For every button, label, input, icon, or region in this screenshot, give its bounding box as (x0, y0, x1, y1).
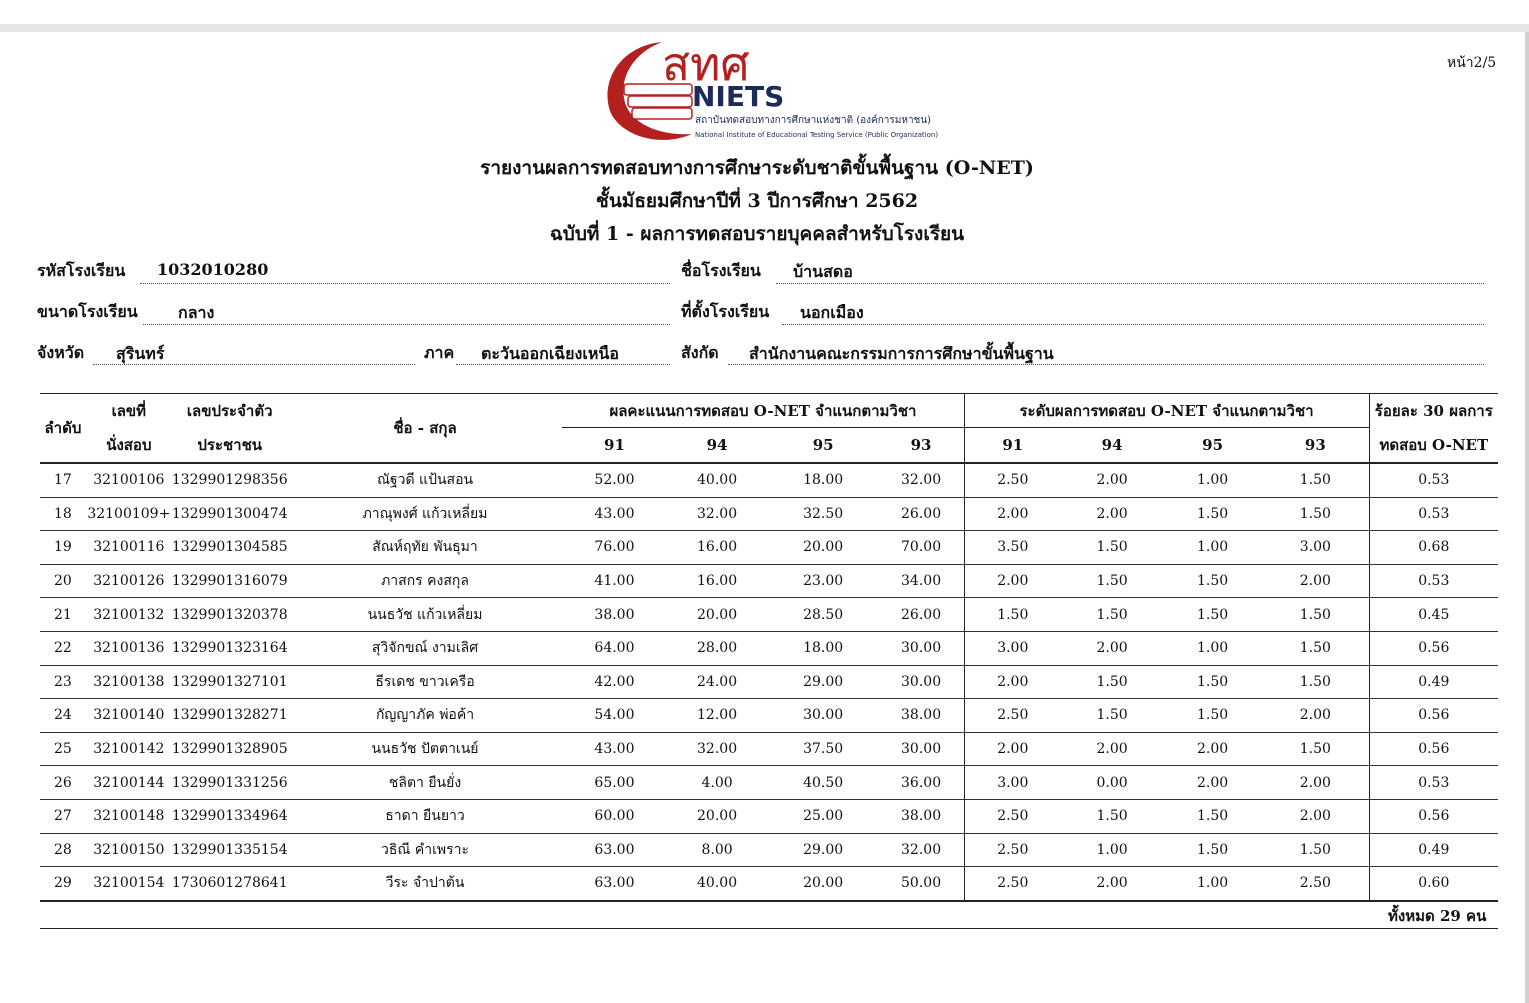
row-citizen-id: 1329901328905 (172, 732, 288, 766)
region-value: ตะวันออกเฉียงเหนือ (481, 344, 619, 363)
row-percent-30: 0.53 (1369, 497, 1498, 531)
row-score-91: 43.00 (562, 497, 666, 531)
school-size-value: กลาง (178, 303, 215, 322)
row-level-91: 2.50 (964, 833, 1061, 867)
table-row (40, 833, 1498, 867)
row-level-94: 1.50 (1061, 598, 1163, 632)
row-level-95: 1.50 (1163, 564, 1262, 598)
row-score-94: 16.00 (667, 531, 768, 565)
row-score-94: 20.00 (667, 799, 768, 833)
row-level-91: 2.00 (964, 665, 1061, 699)
row-score-91: 41.00 (562, 564, 666, 598)
level-subject-93: 93 (1262, 428, 1369, 464)
row-score-95: 29.00 (768, 833, 879, 867)
row-order: 20 (40, 564, 86, 598)
row-student-name: ภาสกร คงสกุล (288, 564, 563, 598)
score-subject-93: 93 (879, 428, 964, 464)
row-level-93: 3.00 (1262, 531, 1369, 565)
col-seat-header-1: เลขที่ (86, 394, 172, 428)
row-score-95: 18.00 (768, 631, 879, 665)
table-row (40, 598, 1498, 632)
row-order: 29 (40, 867, 86, 901)
row-citizen-id: 1329901335154 (172, 833, 288, 867)
logo-thai-full: สถาบันทดสอบทางการศึกษาแห่งชาติ (องค์การมหาชน) (695, 115, 932, 126)
row-score-95: 23.00 (768, 564, 879, 598)
table-row (40, 799, 1498, 833)
row-order: 25 (40, 732, 86, 766)
row-percent-30: 0.53 (1369, 766, 1498, 800)
row-seat-number: 32100126 (86, 564, 172, 598)
row-citizen-id: 1329901316079 (172, 564, 288, 598)
row-score-95: 28.50 (768, 598, 879, 632)
row-percent-30: 0.56 (1369, 799, 1498, 833)
row-student-name: ธีรเดช ขาวเครือ (288, 665, 563, 699)
row-student-name: นนธวัช ปัตตาเนย์ (288, 732, 563, 766)
level-subject-95: 95 (1163, 428, 1262, 464)
row-level-94: 0.00 (1061, 766, 1163, 800)
row-level-91: 1.50 (964, 598, 1061, 632)
row-level-95: 2.00 (1163, 732, 1262, 766)
school-location-label: ที่ตั้งโรงเรียน (681, 302, 770, 321)
row-score-91: 38.00 (562, 598, 666, 632)
row-level-95: 1.00 (1163, 463, 1262, 497)
table-row (40, 766, 1498, 800)
school-name-value: บ้านสดอ (793, 262, 853, 281)
row-seat-number: 32100106 (86, 463, 172, 497)
row-seat-number: 32100116 (86, 531, 172, 565)
table-end-line (40, 928, 1498, 929)
row-score-94: 24.00 (667, 665, 768, 699)
row-score-94: 20.00 (667, 598, 768, 632)
row-level-94: 2.00 (1061, 732, 1163, 766)
row-score-94: 32.00 (667, 497, 768, 531)
table-row (40, 732, 1498, 766)
row-order: 24 (40, 699, 86, 733)
row-level-91: 2.50 (964, 699, 1061, 733)
row-score-93: 26.00 (879, 497, 964, 531)
row-score-94: 8.00 (667, 833, 768, 867)
row-score-94: 16.00 (667, 564, 768, 598)
row-level-91: 2.00 (964, 497, 1061, 531)
school-size-label: ขนาดโรงเรียน (37, 302, 138, 321)
row-level-94: 2.00 (1061, 631, 1163, 665)
row-seat-number: 32100109+ (86, 497, 172, 531)
col-pct-header-1: ร้อยละ 30 ผลการ (1369, 394, 1498, 428)
row-score-95: 30.00 (768, 699, 879, 733)
row-score-95: 29.00 (768, 665, 879, 699)
row-level-94: 1.00 (1061, 833, 1163, 867)
row-level-93: 2.00 (1262, 699, 1369, 733)
province-label: จังหวัด (37, 343, 85, 362)
row-student-name: ธาดา ยืนยาว (288, 799, 563, 833)
row-level-91: 2.00 (964, 564, 1061, 598)
row-order: 17 (40, 463, 86, 497)
row-level-95: 1.00 (1163, 867, 1262, 901)
score-subject-95: 95 (768, 428, 879, 464)
row-score-93: 38.00 (879, 799, 964, 833)
row-student-name: ณัฐวดี แป้นสอน (288, 463, 563, 497)
row-seat-number: 32100138 (86, 665, 172, 699)
logo-abbr-text: NIETS (692, 80, 785, 113)
row-score-93: 34.00 (879, 564, 964, 598)
row-level-94: 2.00 (1061, 867, 1163, 901)
row-level-93: 2.50 (1262, 867, 1369, 901)
school-location-value: นอกเมือง (800, 303, 864, 322)
row-score-93: 32.00 (879, 463, 964, 497)
row-score-94: 12.00 (667, 699, 768, 733)
row-seat-number: 32100136 (86, 631, 172, 665)
row-score-91: 54.00 (562, 699, 666, 733)
row-level-94: 2.00 (1061, 497, 1163, 531)
scrollbar[interactable] (1525, 32, 1529, 1003)
row-level-95: 2.00 (1163, 766, 1262, 800)
row-score-91: 63.00 (562, 833, 666, 867)
region-label: ภาค (424, 343, 455, 362)
row-score-91: 42.00 (562, 665, 666, 699)
row-score-95: 40.50 (768, 766, 879, 800)
row-score-93: 32.00 (879, 833, 964, 867)
row-percent-30: 0.49 (1369, 833, 1498, 867)
row-student-name: ภาณุพงศ์ แก้วเหลี่ยม (288, 497, 563, 531)
row-score-94: 40.00 (667, 867, 768, 901)
row-percent-30: 0.53 (1369, 463, 1498, 497)
scores-group-header: ผลคะแนนการทดสอบ O-NET จำแนกตามวิชา (562, 394, 964, 428)
report-title: รายงานผลการทดสอบทางการศึกษาระดับชาติขั้นพื้นฐาน (O-NET) (480, 157, 1034, 179)
row-student-name: วีระ จำปาต้น (288, 867, 563, 901)
row-score-93: 36.00 (879, 766, 964, 800)
row-level-93: 2.00 (1262, 564, 1369, 598)
row-order: 18 (40, 497, 86, 531)
row-level-91: 2.00 (964, 732, 1061, 766)
row-citizen-id: 1329901328271 (172, 699, 288, 733)
row-citizen-id: 1329901298356 (172, 463, 288, 497)
row-score-91: 60.00 (562, 799, 666, 833)
row-seat-number: 32100132 (86, 598, 172, 632)
row-score-95: 25.00 (768, 799, 879, 833)
row-order: 28 (40, 833, 86, 867)
row-level-95: 1.00 (1163, 631, 1262, 665)
row-level-94: 1.50 (1061, 564, 1163, 598)
table-row (40, 867, 1498, 901)
col-id-header-2: ประชาชน (172, 428, 288, 464)
row-score-91: 63.00 (562, 867, 666, 901)
table-row (40, 497, 1498, 531)
row-percent-30: 0.49 (1369, 665, 1498, 699)
row-score-93: 70.00 (879, 531, 964, 565)
row-citizen-id: 1329901327101 (172, 665, 288, 699)
province-value: สุรินทร์ (116, 344, 165, 363)
row-level-91: 2.50 (964, 799, 1061, 833)
row-student-name: นนธวัช แก้วเหลี่ยม (288, 598, 563, 632)
row-citizen-id: 1329901304585 (172, 531, 288, 565)
row-citizen-id: 1329901334964 (172, 799, 288, 833)
row-student-name: ชลิตา ยืนยั่ง (288, 766, 563, 800)
viewer-top-strip (0, 0, 1529, 32)
row-order: 23 (40, 665, 86, 699)
row-seat-number: 32100150 (86, 833, 172, 867)
row-level-95: 1.00 (1163, 531, 1262, 565)
row-student-name: วธิณี คำเพราะ (288, 833, 563, 867)
row-order: 27 (40, 799, 86, 833)
row-level-95: 1.50 (1163, 699, 1262, 733)
row-level-94: 2.00 (1061, 463, 1163, 497)
row-level-93: 2.00 (1262, 766, 1369, 800)
row-level-94: 1.50 (1061, 531, 1163, 565)
row-percent-30: 0.53 (1369, 564, 1498, 598)
row-score-95: 37.50 (768, 732, 879, 766)
row-citizen-id: 1329901323164 (172, 631, 288, 665)
table-row (40, 699, 1498, 733)
col-pct-header-2: ทดสอบ O-NET (1369, 428, 1498, 464)
row-score-93: 30.00 (879, 665, 964, 699)
row-seat-number: 32100144 (86, 766, 172, 800)
row-score-93: 30.00 (879, 631, 964, 665)
row-order: 22 (40, 631, 86, 665)
row-citizen-id: 1329901320378 (172, 598, 288, 632)
row-citizen-id: 1329901300474 (172, 497, 288, 531)
logo-thai-text: สทศ (662, 37, 750, 91)
row-level-94: 1.50 (1061, 799, 1163, 833)
row-order: 21 (40, 598, 86, 632)
row-level-94: 1.50 (1061, 665, 1163, 699)
row-level-91: 3.00 (964, 631, 1061, 665)
row-score-93: 30.00 (879, 732, 964, 766)
row-student-name: สัณห์ฤทัย พันธุมา (288, 531, 563, 565)
row-score-94: 4.00 (667, 766, 768, 800)
school-code-label: รหัสโรงเรียน (37, 261, 126, 280)
page-number: หน้า2/5 (1447, 55, 1497, 71)
report-subtitle: ชั้นมัธยมศึกษาปีที่ 3 ปีการศึกษา 2562 (595, 190, 919, 212)
report-edition: ฉบับที่ 1 - ผลการทดสอบรายบุคคลสำหรับโรงเรียน (549, 223, 965, 245)
school-code-value: 1032010280 (157, 260, 269, 279)
row-level-91: 2.50 (964, 867, 1061, 901)
row-score-93: 26.00 (879, 598, 964, 632)
row-level-91: 3.50 (964, 531, 1061, 565)
row-level-93: 1.50 (1262, 631, 1369, 665)
row-score-95: 20.00 (768, 867, 879, 901)
score-subject-94: 94 (667, 428, 768, 464)
row-score-95: 18.00 (768, 463, 879, 497)
row-level-93: 1.50 (1262, 665, 1369, 699)
table-row (40, 665, 1498, 699)
total-count: ทั้งหมด 29 คน (1388, 907, 1487, 925)
row-level-91: 2.50 (964, 463, 1061, 497)
row-level-91: 3.00 (964, 766, 1061, 800)
row-level-93: 1.50 (1262, 598, 1369, 632)
row-level-93: 1.50 (1262, 463, 1369, 497)
row-percent-30: 0.56 (1369, 732, 1498, 766)
col-id-header-1: เลขประจำตัว (172, 394, 288, 428)
affiliation-value: สำนักงานคณะกรรมการการศึกษาขั้นพื้นฐาน (749, 344, 1054, 363)
row-level-93: 1.50 (1262, 497, 1369, 531)
level-subject-94: 94 (1061, 428, 1163, 464)
row-percent-30: 0.56 (1369, 699, 1498, 733)
logo-english-full: National Institute of Educational Testing Service (Public Organization) (695, 131, 939, 139)
row-score-93: 38.00 (879, 699, 964, 733)
row-level-94: 1.50 (1061, 699, 1163, 733)
row-score-94: 32.00 (667, 732, 768, 766)
row-score-94: 28.00 (667, 631, 768, 665)
row-citizen-id: 1329901331256 (172, 766, 288, 800)
row-score-95: 20.00 (768, 531, 879, 565)
row-percent-30: 0.45 (1369, 598, 1498, 632)
levels-group-header: ระดับผลการทดสอบ O-NET จำแนกตามวิชา (964, 394, 1369, 428)
col-name-header: ชื่อ - สกุล (288, 394, 563, 464)
table-row (40, 631, 1498, 665)
row-score-91: 65.00 (562, 766, 666, 800)
col-order-header: ลำดับ (40, 394, 86, 464)
school-name-label: ชื่อโรงเรียน (681, 261, 761, 280)
row-level-95: 1.50 (1163, 598, 1262, 632)
row-seat-number: 32100140 (86, 699, 172, 733)
table-row (40, 564, 1498, 598)
table-row (40, 531, 1498, 565)
row-level-95: 1.50 (1163, 799, 1262, 833)
row-score-91: 76.00 (562, 531, 666, 565)
row-level-93: 1.50 (1262, 833, 1369, 867)
row-level-93: 2.00 (1262, 799, 1369, 833)
row-student-name: สุวิจักขณ์ งามเลิศ (288, 631, 563, 665)
affiliation-label: สังกัด (681, 343, 719, 362)
row-score-91: 64.00 (562, 631, 666, 665)
row-citizen-id: 1730601278641 (172, 867, 288, 901)
row-level-93: 1.50 (1262, 732, 1369, 766)
row-student-name: กัญญาภัค พ่อค้า (288, 699, 563, 733)
row-percent-30: 0.60 (1369, 867, 1498, 901)
niets-logo (600, 36, 950, 146)
row-level-95: 1.50 (1163, 833, 1262, 867)
col-seat-header-2: นั่งสอบ (86, 428, 172, 464)
row-percent-30: 0.68 (1369, 531, 1498, 565)
level-subject-91: 91 (964, 428, 1061, 464)
table-row (40, 463, 1498, 497)
score-subject-91: 91 (562, 428, 666, 464)
row-score-93: 50.00 (879, 867, 964, 901)
results-table (40, 393, 1498, 902)
row-order: 26 (40, 766, 86, 800)
row-level-95: 1.50 (1163, 497, 1262, 531)
row-score-91: 43.00 (562, 732, 666, 766)
row-score-95: 32.50 (768, 497, 879, 531)
row-seat-number: 32100148 (86, 799, 172, 833)
row-percent-30: 0.56 (1369, 631, 1498, 665)
row-level-95: 1.50 (1163, 665, 1262, 699)
row-score-91: 52.00 (562, 463, 666, 497)
row-score-94: 40.00 (667, 463, 768, 497)
row-seat-number: 32100154 (86, 867, 172, 901)
row-seat-number: 32100142 (86, 732, 172, 766)
row-order: 19 (40, 531, 86, 565)
